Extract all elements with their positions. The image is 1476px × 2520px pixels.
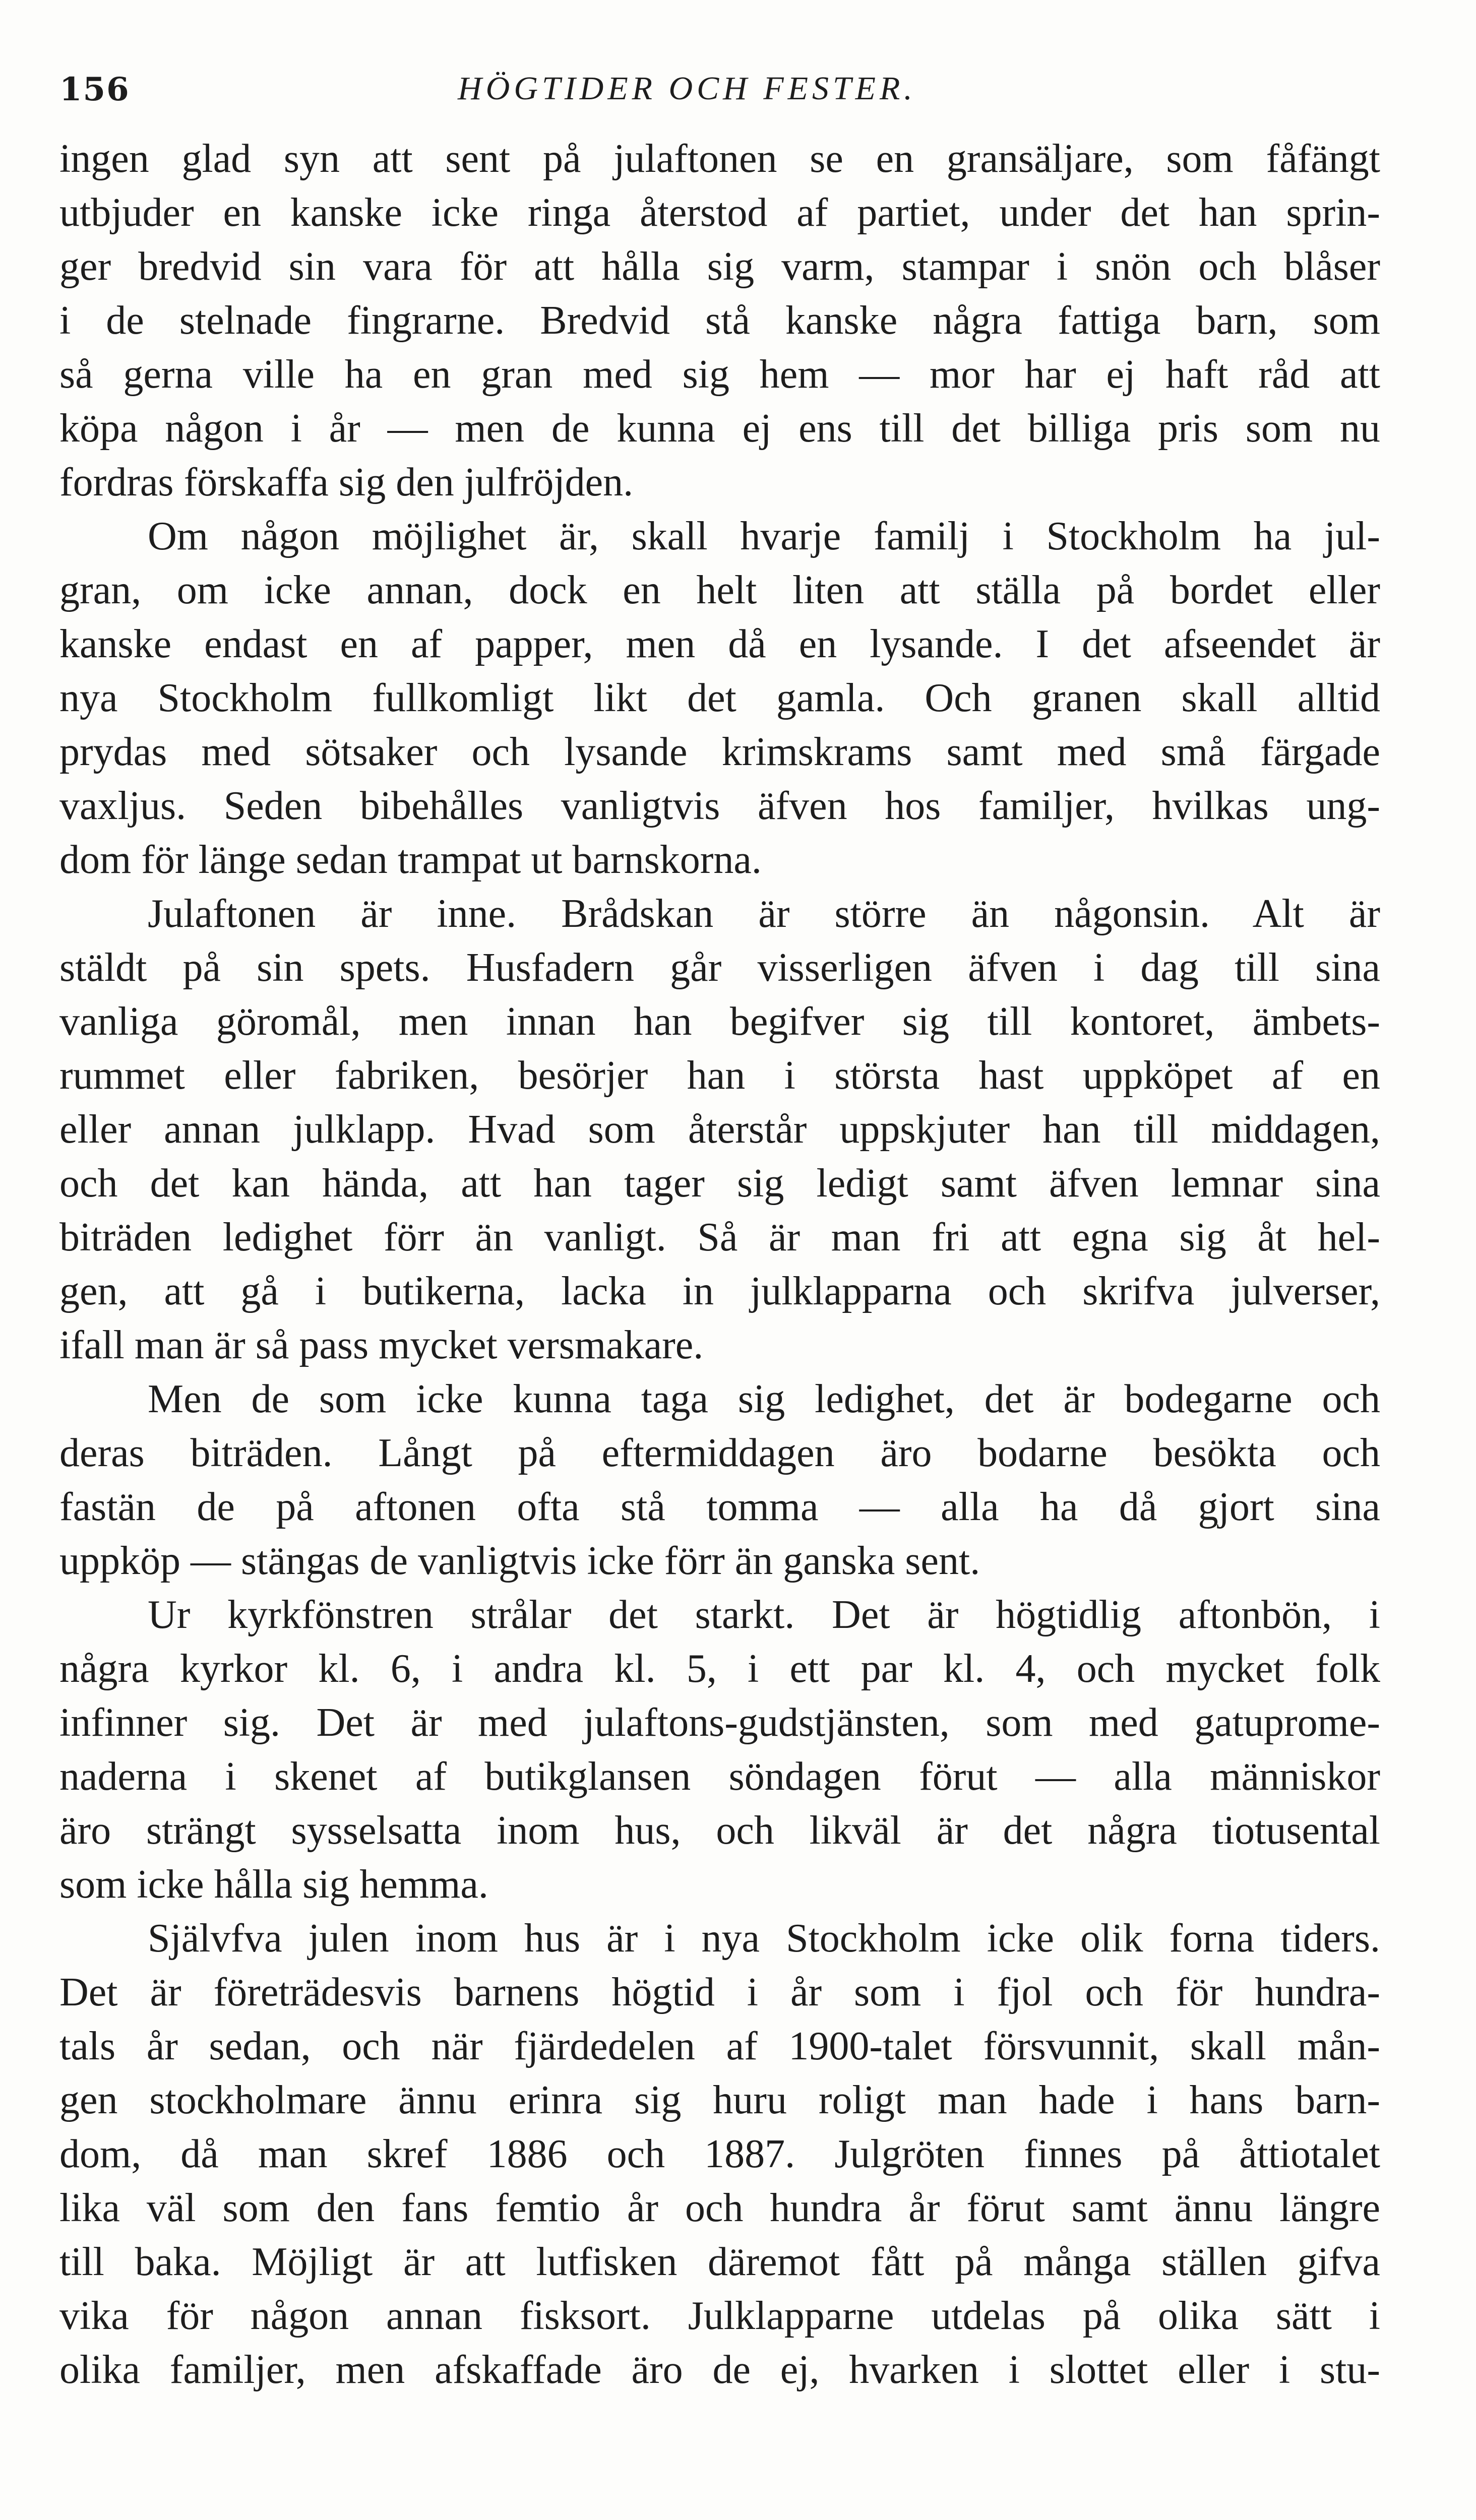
page-header bbox=[59, 60, 1380, 116]
text-line: vika för någon annan fisksort. Julklapparne utdelas på olika sätt i bbox=[59, 2294, 1380, 2338]
text-line: Om någon möjlighet är, skall hvarje familj i Stockholm ha jul- bbox=[148, 514, 1380, 558]
text-line: prydas med sötsaker och lysande krimskrams samt med små färgade bbox=[59, 730, 1380, 774]
running-title: HÖGTIDER OCH FESTER. bbox=[458, 70, 916, 107]
body-text bbox=[59, 132, 1380, 2397]
page-number: 156 bbox=[59, 71, 130, 108]
text-line: gen, att gå i butikerna, lacka in julklapparna och skrifva julverser, bbox=[59, 1269, 1380, 1313]
text-line: kanske endast en af papper, men då en lysande. I det afseendet är bbox=[59, 622, 1380, 666]
text-line: biträden ledighet förr än vanligt. Så är man fri att egna sig åt hel- bbox=[59, 1215, 1380, 1259]
text-line: Självfva julen inom hus är i nya Stockholm icke olik forna tiders. bbox=[148, 1916, 1380, 1961]
text-line: stäldt på sin spets. Husfadern går visserligen äfven i dag till sina bbox=[59, 946, 1380, 990]
text-line: utbjuder en kanske icke ringa återstod af partiet, under det han sprin- bbox=[59, 191, 1380, 235]
text-line: naderna i skenet af butikglansen söndagen förut — alla människor bbox=[59, 1754, 1380, 1799]
text-line: dom, då man skref 1886 och 1887. Julgröten finnes på åttiotalet bbox=[59, 2132, 1380, 2176]
text-line: gen stockholmare ännu erinra sig huru roligt man hade i hans barn- bbox=[59, 2078, 1380, 2122]
text-line: till baka. Möjligt är att lutfisken däremot fått på många ställen gifva bbox=[59, 2240, 1380, 2284]
text-line: olika familjer, men afskaffade äro de ej, hvarken i slottet eller i stu- bbox=[59, 2348, 1380, 2392]
text-line: Det är företrädesvis barnens högtid i år som i fjol och för hundra- bbox=[59, 1970, 1380, 2014]
text-line: i de stelnade fingrarne. Bredvid stå kanske några fattiga barn, som bbox=[59, 298, 1380, 343]
text-line: och det kan hända, att han tager sig ledigt samt äfven lemnar sina bbox=[59, 1161, 1380, 1206]
text-line: gran, om icke annan, dock en helt liten att ställa på bordet eller bbox=[59, 568, 1380, 612]
text-line: fastän de på aftonen ofta stå tomma — alla ha då gjort sina bbox=[59, 1485, 1380, 1529]
text-line: äro strängt sysselsatta inom hus, och likväl är det några tiotusental bbox=[59, 1808, 1380, 1853]
text-line: fordras förskaffa sig den julfröjden. bbox=[59, 460, 634, 505]
text-line: några kyrkor kl. 6, i andra kl. 5, i ett par kl. 4, och mycket folk bbox=[59, 1647, 1380, 1691]
text-line: infinner sig. Det är med julaftons-gudstjänsten, som med gatuprome- bbox=[59, 1700, 1380, 1745]
text-line: uppköp — stängas de vanligtvis icke förr än ganska sent. bbox=[59, 1539, 980, 1583]
text-line: nya Stockholm fullkomligt likt det gamla. Och granen skall alltid bbox=[59, 676, 1380, 720]
text-line: tals år sedan, och när fjärdedelen af 1900-talet försvunnit, skall mån- bbox=[59, 2024, 1380, 2068]
text-line: ifall man är så pass mycket versmakare. bbox=[59, 1323, 704, 1367]
text-line: köpa någon i år — men de kunna ej ens till det billiga pris som nu bbox=[59, 406, 1380, 451]
text-line: vaxljus. Seden bibehålles vanligtvis äfven hos familjer, hvilkas ung- bbox=[59, 784, 1380, 828]
text-line: ger bredvid sin vara för att hålla sig varm, stampar i snön och blåser bbox=[59, 244, 1380, 289]
text-line: som icke hålla sig hemma. bbox=[59, 1862, 488, 1907]
text-line: vanliga göromål, men innan han begifver sig till kontoret, ämbets- bbox=[59, 999, 1380, 1044]
text-line: Ur kyrkfönstren strålar det starkt. Det är högtidlig aftonbön, i bbox=[148, 1593, 1380, 1637]
text-line: eller annan julklapp. Hvad som återstår uppskjuter han till middagen, bbox=[59, 1107, 1380, 1152]
text-line: Julaftonen är inne. Brådskan är större än någonsin. Alt är bbox=[148, 892, 1380, 936]
text-line: Men de som icke kunna taga sig ledighet, det är bodegarne och bbox=[148, 1377, 1380, 1421]
text-line: deras biträden. Långt på eftermiddagen äro bodarne besökta och bbox=[59, 1431, 1380, 1475]
text-line: rummet eller fabriken, besörjer han i största hast uppköpet af en bbox=[59, 1053, 1380, 1098]
text-line: lika väl som den fans femtio år och hundra år förut samt ännu längre bbox=[59, 2186, 1380, 2230]
text-line: så gerna ville ha en gran med sig hem — mor har ej haft råd att bbox=[59, 352, 1380, 397]
text-line: dom för länge sedan trampat ut barnskorna. bbox=[59, 838, 762, 882]
text-line: ingen glad syn att sent på julaftonen se en gransäljare, som fåfängt bbox=[59, 137, 1380, 181]
